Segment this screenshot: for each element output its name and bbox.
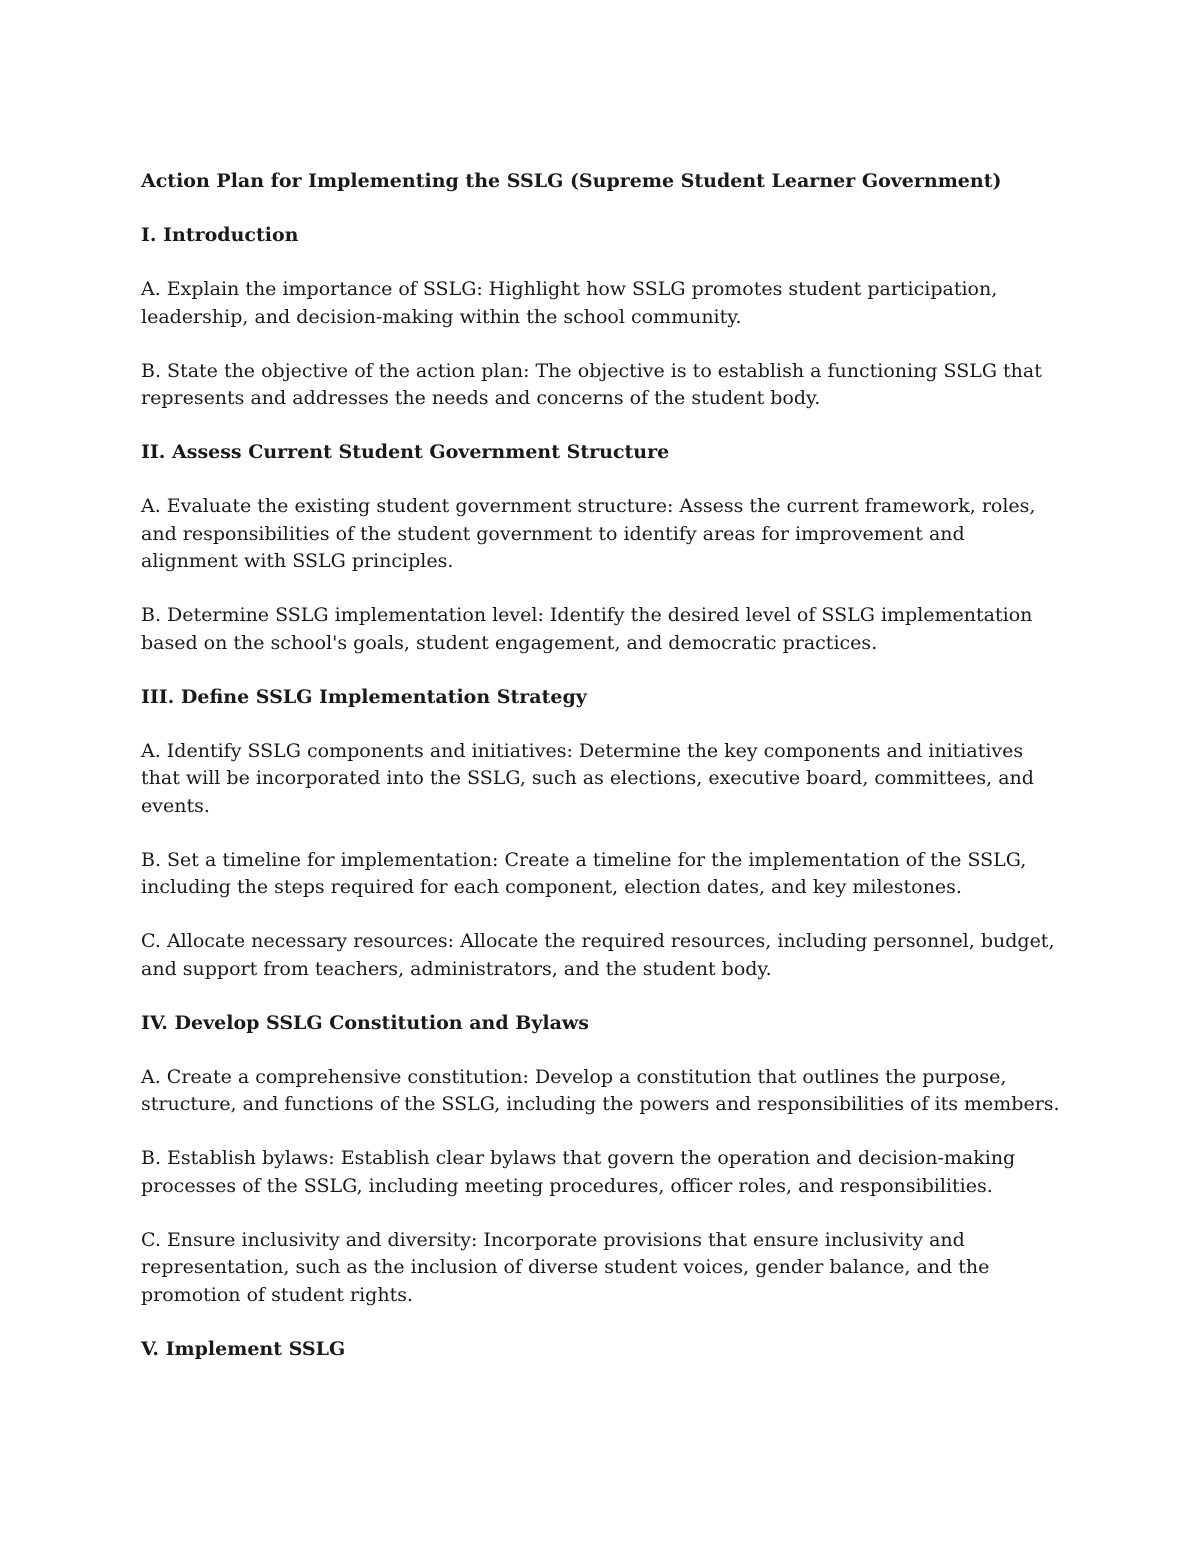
paragraph: A. Evaluate the existing student government structure: Assess the current framework, roles, and responsibilities of the student government to identify areas for improvement and alignment with SSLG principles. xyxy=(141,495,1036,572)
paragraph: A. Identify SSLG components and initiatives: Determine the key components and initiatives that will be incorporated into the SSLG, such as elections, executive board, committees, and events. xyxy=(141,739,1034,817)
paragraph: B. Determine SSLG implementation level: Identify the desired level of SSLG implementation based on the school's goals, student engagement, and democratic practices. xyxy=(141,604,1033,654)
section-heading-introduction: I. Introduction xyxy=(141,224,299,246)
section-heading-assess: II. Assess Current Student Government Structure xyxy=(141,441,670,463)
paragraph: B. Establish bylaws: Establish clear bylaws that govern the operation and decision-making processes of the SSLG, including meeting procedures, officer roles, and responsibilities. xyxy=(141,1147,1016,1197)
document-title: Action Plan for Implementing the SSLG (Supreme Student Learner Government) xyxy=(141,170,1002,192)
paragraph: A. Explain the importance of SSLG: Highlight how SSLG promotes student participation, leadership, and decision-making within the school community. xyxy=(141,278,998,328)
section-heading-constitution: IV. Develop SSLG Constitution and Bylaws xyxy=(141,1011,589,1034)
paragraph: C. Allocate necessary resources: Allocate the required resources, including personnel, budget, and support from teachers, administrators, and the student body. xyxy=(141,930,1055,980)
paragraph: B. State the objective of the action plan: The objective is to establish a functioning SSLG that represents and addresses the needs and concerns of the student body. xyxy=(141,359,1042,409)
paragraph: A. Create a comprehensive constitution: Develop a constitution that outlines the purpose, structure, and functions of the SSLG, including the powers and responsibilities of its members. xyxy=(141,1065,1060,1115)
paragraph: C. Ensure inclusivity and diversity: Incorporate provisions that ensure inclusivity and representation, such as the inclusion of diverse student voices, gender balance, and the promotion of student rights. xyxy=(141,1228,990,1306)
paragraph: B. Set a timeline for implementation: Create a timeline for the implementation of the SSLG, including the steps required for each component, election dates, and key milestones. xyxy=(141,848,1027,898)
document-body xyxy=(141,168,1066,1390)
section-heading-implement: V. Implement SSLG xyxy=(141,1337,346,1360)
section-heading-strategy: III. Define SSLG Implementation Strategy xyxy=(141,685,587,708)
